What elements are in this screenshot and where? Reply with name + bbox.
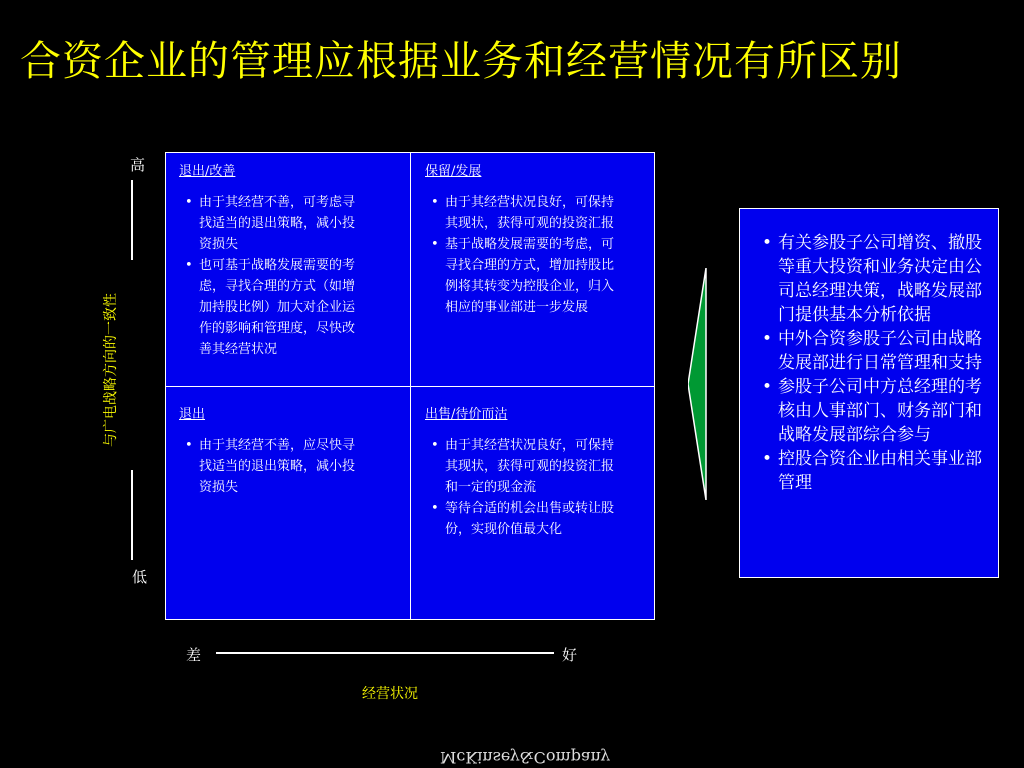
quadrant-title: 退出 xyxy=(179,407,206,422)
bullet-item: • 由于其经营状况良好，可保持其现状，获得可观的投资汇报 xyxy=(425,192,615,234)
quadrant-title: 出售/待价而沽 xyxy=(425,407,508,422)
bullet-item: • 也可基于战略发展需要的考虑，寻找合理的方式（如增加持股比例）加大对企业运作的影响和管理度，尽快改善其经营状况 xyxy=(179,255,359,360)
bullet-item: • 由于其经营不善，可考虑寻找适当的退出策略，减小投资损失 xyxy=(179,192,359,255)
quadrant-title: 保留/发展 xyxy=(425,164,482,179)
bullet-list xyxy=(425,435,615,540)
bullet-item: • 由于其经营不善，应尽快寻找适当的退出策略，减小投资损失 xyxy=(179,435,359,498)
matrix-horizontal-divider xyxy=(166,386,654,387)
horizontal-axis-low-label: 差 xyxy=(186,646,202,664)
quadrant-exit xyxy=(179,404,359,498)
bullet-item: • 参股子公司中方总经理的考核由人事部门、财务部门和战略发展部综合参与 xyxy=(760,375,982,447)
bullet-list xyxy=(179,435,359,498)
left-arrow-shape xyxy=(688,268,708,500)
vertical-axis-label: 与广电战略方向的一致性 xyxy=(103,293,119,447)
quadrant-retain-develop xyxy=(425,161,615,318)
page-title: 合资企业的管理应根据业务和经营情况有所区别 xyxy=(20,37,902,85)
footer-brand: McKinsey&Company xyxy=(440,748,610,767)
horizontal-axis-high-label: 好 xyxy=(562,646,578,664)
quadrant-exit-improve xyxy=(179,161,359,360)
vertical-axis-high-label: 高 xyxy=(130,156,146,174)
management-notes-box xyxy=(739,208,999,578)
quadrant-title: 退出/改善 xyxy=(179,164,236,179)
bullet-list xyxy=(179,192,359,360)
bullet-item: • 等待合适的机会出售或转让股份，实现价值最大化 xyxy=(425,498,615,540)
bullet-list xyxy=(760,231,982,495)
vertical-axis-line-top xyxy=(131,180,133,260)
strategy-matrix xyxy=(165,152,655,620)
bullet-item: • 基于战略发展需要的考虑，可寻找合理的方式，增加持股比例将其转变为控股企业，归入相应的事业部进一步发展 xyxy=(425,234,615,318)
bullet-item: • 由于其经营状况良好，可保持其现状，获得可观的投资汇报和一定的现金流 xyxy=(425,435,615,498)
vertical-axis-line-bottom xyxy=(131,470,133,560)
horizontal-axis-label: 经营状况 xyxy=(362,686,418,702)
horizontal-axis-line xyxy=(216,652,554,654)
vertical-axis-low-label: 低 xyxy=(132,568,148,586)
bullet-list xyxy=(425,192,615,318)
bullet-item: • 控股合资企业由相关事业部管理 xyxy=(760,447,982,495)
bullet-item: • 中外合资参股子公司由战略发展部进行日常管理和支持 xyxy=(760,327,982,375)
quadrant-sell-hold xyxy=(425,404,615,540)
bullet-item: • 有关参股子公司增资、撤股等重大投资和业务决定由公司总经理决策，战略发展部门提供基本分析依据 xyxy=(760,231,982,327)
